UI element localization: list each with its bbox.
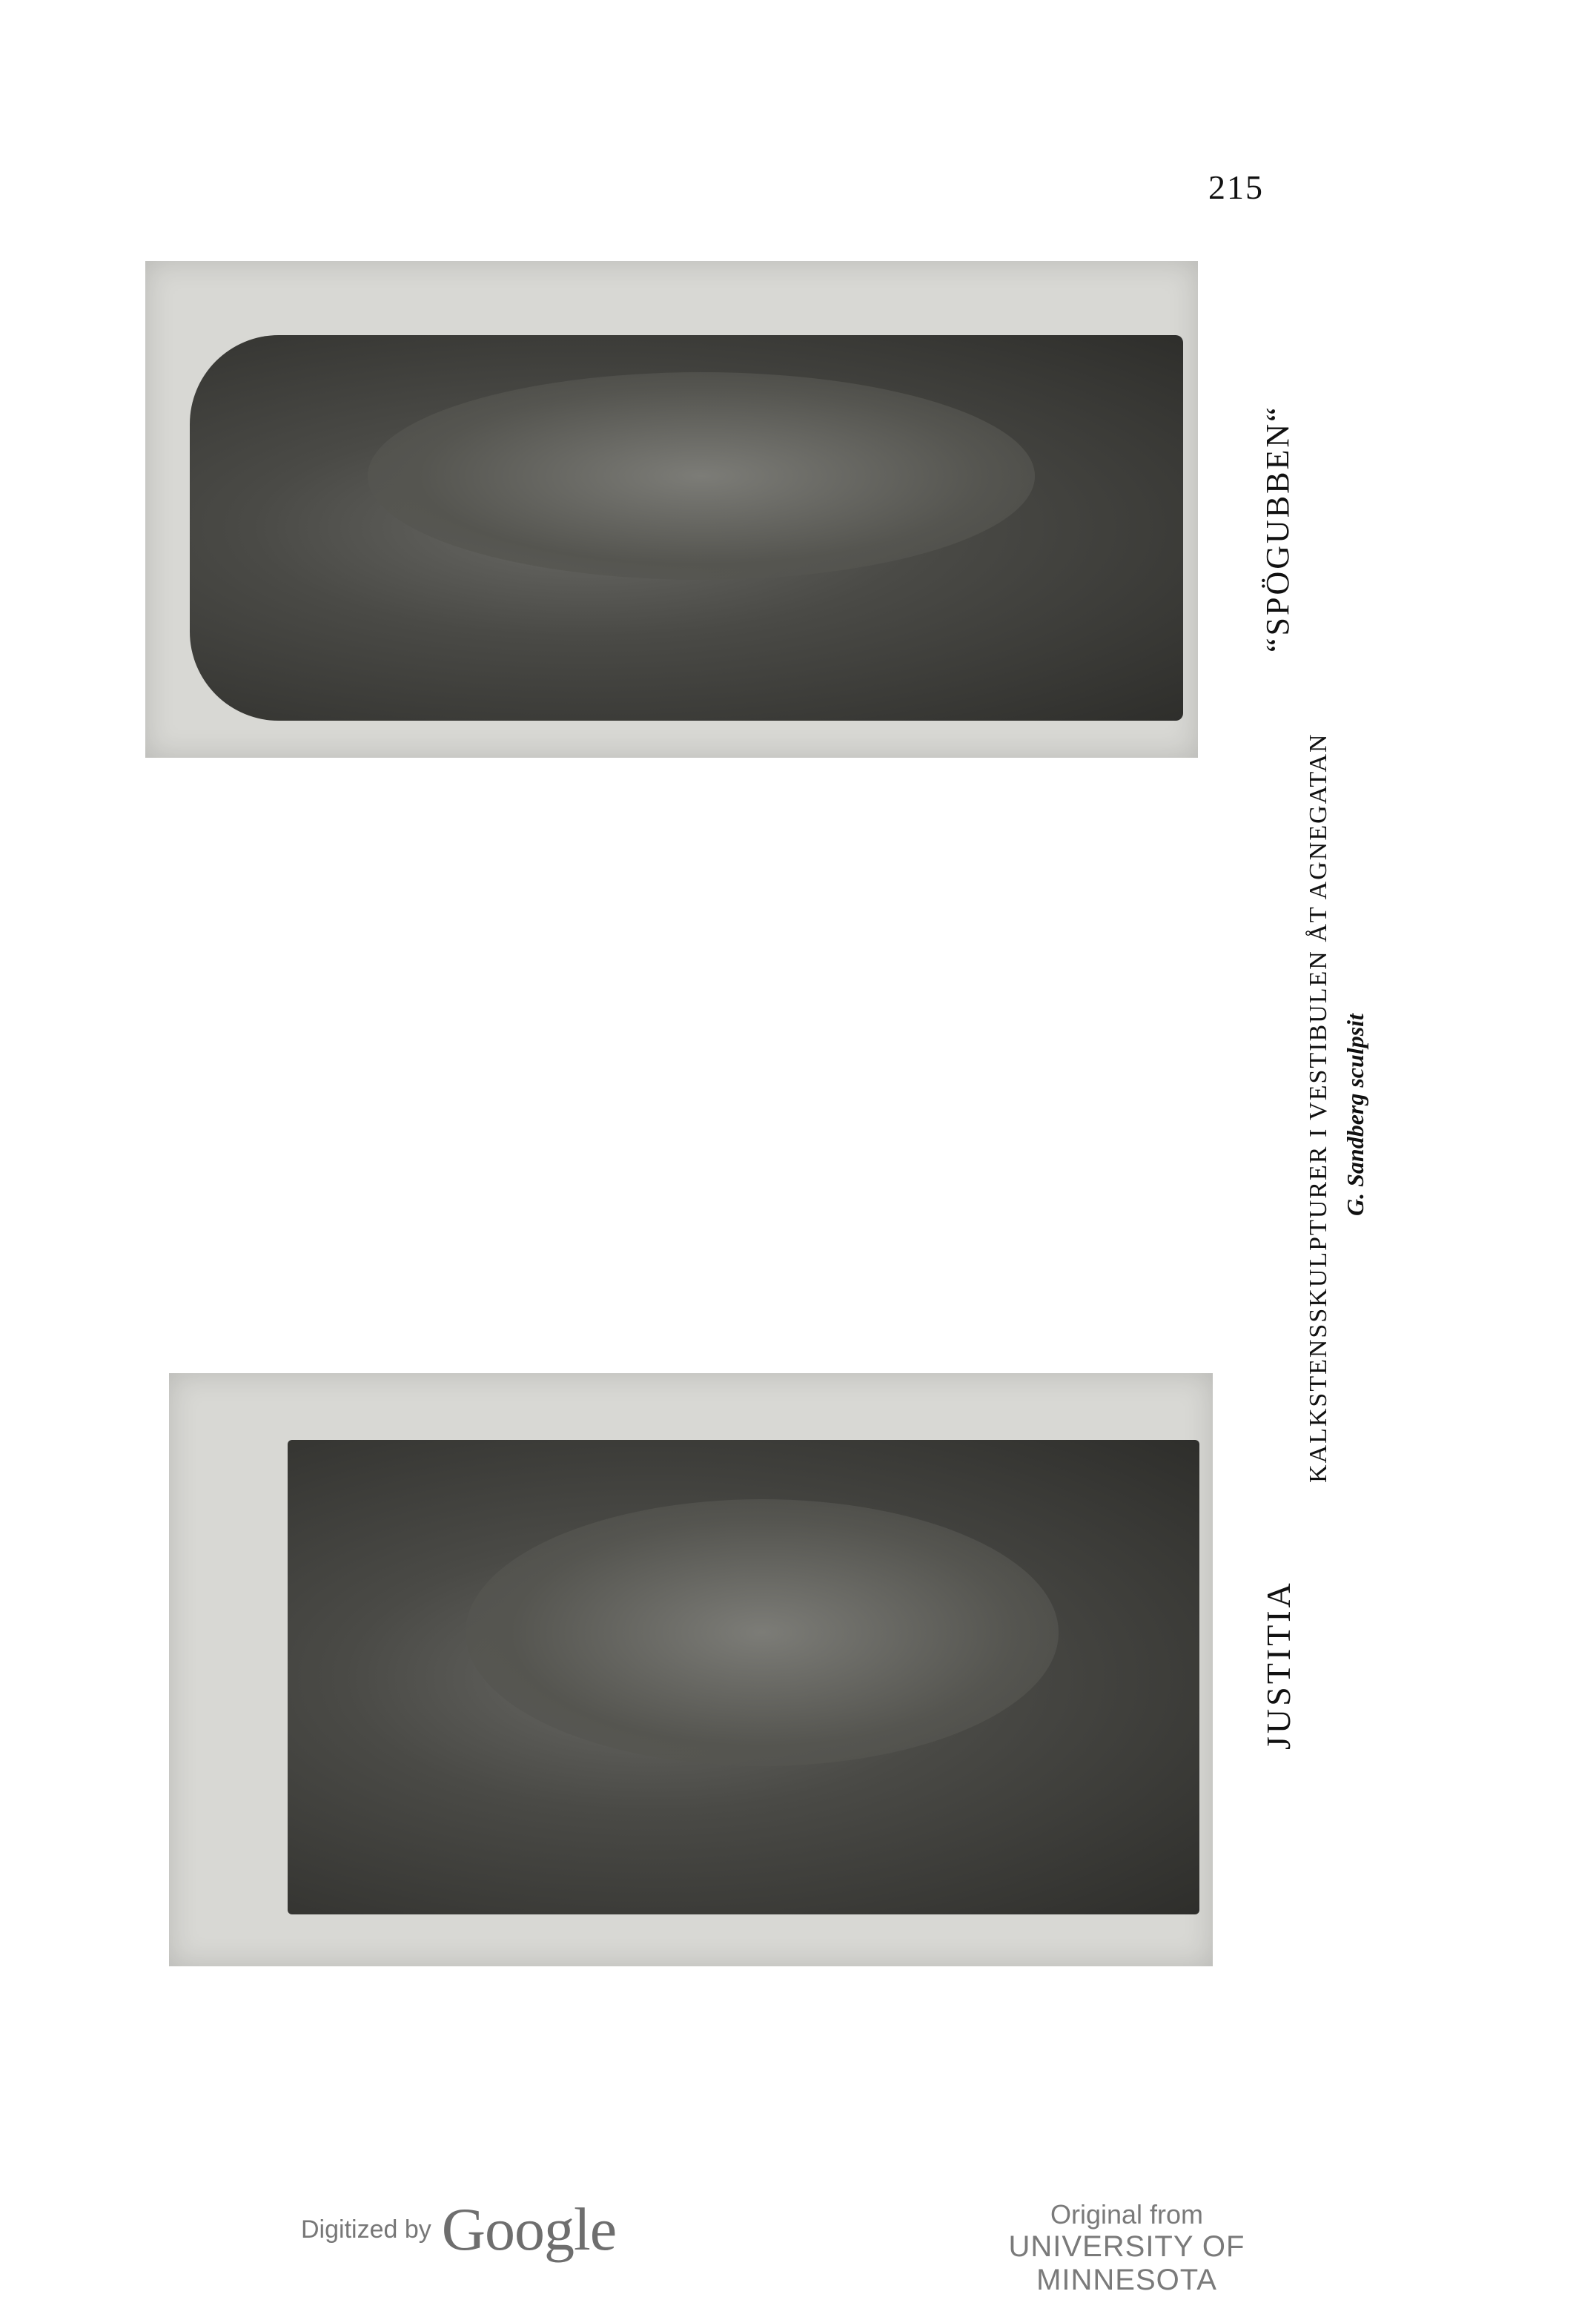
digitized-by-label: Digitized by [301, 2215, 431, 2244]
photo-spogubben-relief [145, 261, 1198, 758]
original-from-notice [919, 2199, 1334, 2297]
caption-main: KALKSTENSSKULPTURER I VESTIBULEN ÅT AGNEGATAN [1305, 733, 1332, 1483]
original-from-label: Original from [1050, 2199, 1204, 2230]
google-logo: Google [441, 2195, 617, 2263]
caption-justitia: JUSTITIA [1259, 1580, 1297, 1750]
caption-spogubben: “SPÖGUBBEN“ [1259, 405, 1296, 652]
digitized-by-notice [301, 2195, 616, 2264]
institution-name: UNIVERSITY OF MINNESOTA [1008, 2230, 1245, 2296]
page-number: 215 [1208, 168, 1264, 206]
relief-figure [368, 372, 1035, 580]
relief-figure [466, 1499, 1059, 1766]
caption-credit: G. Sandberg sculpsit [1342, 1014, 1368, 1216]
photo-justitia-relief [169, 1373, 1213, 1966]
